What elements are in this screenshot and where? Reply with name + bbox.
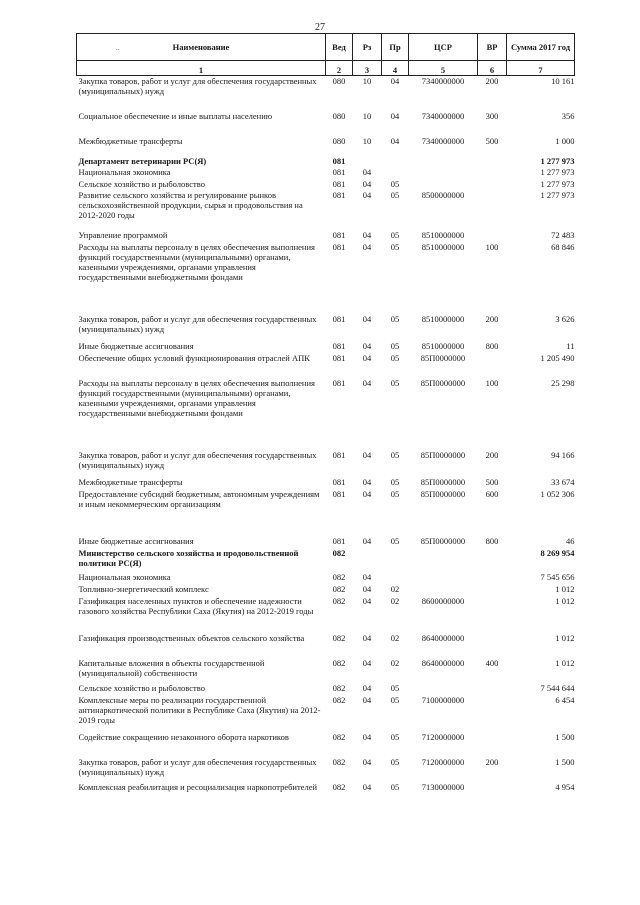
- scan-mark: ..: [116, 44, 120, 52]
- row-csr: 7120000000: [421, 731, 465, 742]
- table-row: [77, 111, 575, 136]
- row-pr: 05: [390, 449, 400, 460]
- row-vr: 800: [485, 340, 499, 351]
- row-pr: 05: [390, 229, 400, 240]
- row-vr: [478, 230, 507, 242]
- row-ved: 081: [332, 229, 346, 240]
- row-sum: 1 012: [555, 657, 575, 668]
- row-sum: 1 500: [555, 756, 575, 767]
- row-name: Закупка товаров, работ и услуг для обеспечения государственных (муниципальных) нужд: [78, 449, 317, 470]
- header-pr: Пр: [382, 34, 409, 61]
- row-vr: 200: [485, 449, 499, 460]
- row-pr: 05: [390, 313, 400, 324]
- row-sum: 1 205 490: [540, 352, 575, 363]
- row-pr: [382, 548, 409, 572]
- row-vr: [478, 596, 507, 633]
- row-ved: 081: [332, 476, 346, 487]
- row-rz: 04: [362, 352, 372, 363]
- header-sum: Сумма 2017 год: [507, 34, 575, 61]
- table-row: [77, 572, 575, 584]
- row-rz: 04: [362, 781, 372, 792]
- row-rz: 10: [362, 110, 372, 121]
- row-csr: 8510000000: [421, 241, 465, 252]
- row-sum: 46: [566, 535, 575, 546]
- row-pr: 05: [390, 731, 400, 742]
- header-ved: Вед: [326, 34, 353, 61]
- row-vr: [478, 167, 507, 179]
- row-csr: 7120000000: [421, 756, 465, 767]
- row-rz: 04: [362, 340, 372, 351]
- row-vr: [478, 572, 507, 584]
- table-row: [77, 695, 575, 732]
- row-rz: 04: [362, 476, 372, 487]
- row-pr: 05: [390, 476, 400, 487]
- row-rz: [353, 548, 382, 572]
- row-pr: 05: [390, 189, 400, 200]
- row-csr: 7100000000: [421, 694, 465, 705]
- table-row: [77, 314, 575, 341]
- row-ved: 082: [332, 781, 346, 792]
- row-csr: [409, 584, 478, 596]
- table-row: [77, 156, 575, 167]
- row-csr: 85П0000000: [420, 449, 466, 460]
- row-csr: 7340000000: [421, 110, 465, 121]
- row-ved: 081: [332, 340, 346, 351]
- row-rz: 04: [362, 535, 372, 546]
- row-pr: 05: [390, 682, 400, 693]
- row-sum: 1 277 973: [540, 178, 575, 189]
- row-vr: 200: [485, 313, 499, 324]
- row-csr: [409, 167, 478, 179]
- row-ved: 082: [332, 571, 346, 582]
- table-row: [77, 548, 575, 572]
- row-name: Комплексные меры по реализации государственной антинаркотической политики в Республике Саха (Якутия) на 2012-2019 годы: [78, 694, 321, 725]
- row-name: Предоставление субсидий бюджетным, автономным учреждениям и иным некоммерческим организациям: [78, 488, 320, 509]
- row-ved: 082: [332, 682, 346, 693]
- row-pr: 02: [390, 583, 400, 594]
- row-csr: [409, 179, 478, 190]
- table-row: [77, 450, 575, 477]
- row-vr: [478, 156, 507, 167]
- table-row: [77, 658, 575, 683]
- row-sum: 1 052 306: [540, 488, 575, 499]
- row-rz: 04: [362, 694, 372, 705]
- row-name: Социальное обеспечение и иные выплаты населению: [78, 110, 273, 121]
- row-rz: 10: [362, 76, 372, 86]
- table-body: [77, 76, 575, 802]
- row-name: Расходы на выплаты персоналу в целях обеспечения выполнения функций государственными (муниципальными) органами, казенными учреждениями, органами управления государственными внебюджетными фондами: [78, 241, 315, 283]
- row-name: Департамент ветеринарии РС(Я): [78, 155, 207, 166]
- row-sum: 10 161: [551, 76, 575, 86]
- header-rz: Рз: [353, 34, 382, 61]
- row-rz: 04: [362, 166, 372, 177]
- row-ved: 082: [332, 694, 346, 705]
- table-row: [77, 757, 575, 782]
- row-sum: 1 500: [555, 731, 575, 742]
- table-row: [77, 341, 575, 353]
- table-row: [77, 230, 575, 242]
- header-csr: ЦСР: [409, 34, 478, 61]
- row-ved: 081: [332, 488, 346, 499]
- row-name: Межбюджетные трансферты: [78, 476, 183, 487]
- row-pr: 05: [390, 178, 400, 189]
- row-sum: 1 012: [555, 583, 575, 594]
- row-rz: 04: [362, 229, 372, 240]
- row-sum: 72 483: [551, 229, 575, 240]
- row-sum: 1 277 973: [540, 189, 575, 200]
- row-sum: 1 277 973: [540, 166, 575, 177]
- row-csr: 8510000000: [421, 313, 465, 324]
- row-csr: 8510000000: [421, 229, 465, 240]
- row-ved: 081: [332, 178, 346, 189]
- row-csr: 85П0000000: [420, 476, 466, 487]
- table-row: [77, 242, 575, 314]
- row-vr: 100: [485, 241, 499, 252]
- row-csr: 8510000000: [421, 340, 465, 351]
- row-name: Капитальные вложения в объекты государственной (муниципальной) собственности: [78, 657, 265, 678]
- row-vr: 200: [485, 76, 499, 86]
- row-csr: 7130000000: [421, 781, 465, 792]
- row-rz: 04: [362, 313, 372, 324]
- col-number-7: 7: [507, 61, 575, 76]
- row-sum: 11: [566, 340, 575, 351]
- row-name: Министерство сельского хозяйства и продовольственной политики РС(Я): [78, 547, 299, 568]
- row-rz: 10: [362, 135, 372, 146]
- row-pr: 05: [390, 352, 400, 363]
- row-vr: 800: [485, 535, 499, 546]
- row-csr: 8640000000: [421, 657, 465, 668]
- row-pr: 04: [390, 135, 400, 146]
- header-row: [77, 34, 575, 61]
- row-vr: [478, 190, 507, 230]
- row-vr: [478, 683, 507, 695]
- row-ved: 082: [332, 657, 346, 668]
- row-ved: 081: [332, 313, 346, 324]
- table-row: [77, 477, 575, 489]
- row-csr: 7340000000: [421, 76, 465, 86]
- row-vr: 200: [485, 756, 499, 767]
- row-name: Комплексная реабилитация и ресоциализация наркопотребителей: [78, 781, 318, 792]
- row-ved: 081: [332, 377, 346, 388]
- row-sum: 3 626: [555, 313, 575, 324]
- row-pr: [382, 572, 409, 584]
- row-pr: 02: [390, 595, 400, 606]
- row-sum: 1 277 973: [540, 155, 575, 166]
- table-row: [77, 353, 575, 378]
- row-csr: [409, 548, 478, 572]
- row-rz: 04: [362, 241, 372, 252]
- column-number-row: [77, 61, 575, 76]
- row-csr: [409, 572, 478, 584]
- row-rz: 04: [362, 178, 372, 189]
- row-vr: 500: [485, 476, 499, 487]
- row-csr: 7340000000: [421, 135, 465, 146]
- row-rz: 04: [362, 488, 372, 499]
- row-vr: 100: [485, 377, 499, 388]
- row-pr: 05: [390, 488, 400, 499]
- row-csr: 8500000000: [421, 189, 465, 200]
- row-name: Газификация населенных пунктов и обеспечение надежности газового хозяйства Республики Саха (Якутия) на 2012-2019 годы: [78, 595, 314, 616]
- row-name: Национальная экономика: [78, 166, 171, 177]
- row-ved: 082: [332, 632, 346, 643]
- row-name: Газификация производственных объектов сельского хозяйства: [78, 632, 305, 643]
- row-name: Иные бюджетные ассигнования: [78, 340, 194, 351]
- row-pr: 05: [390, 781, 400, 792]
- page-number: 27: [315, 22, 325, 33]
- col-number-2: 2: [326, 61, 353, 76]
- table-row: [77, 596, 575, 633]
- header-vr: ВР: [478, 34, 507, 61]
- table-row: [77, 190, 575, 230]
- row-rz: 04: [362, 756, 372, 767]
- row-name: Закупка товаров, работ и услуг для обеспечения государственных (муниципальных) нужд: [78, 313, 317, 334]
- table-row: [77, 633, 575, 658]
- col-number-6: 6: [478, 61, 507, 76]
- row-vr: 600: [485, 488, 499, 499]
- row-vr: [478, 179, 507, 190]
- row-csr: 85П0000000: [420, 352, 466, 363]
- row-csr: 8600000000: [421, 595, 465, 606]
- row-name: Развитие сельского хозяйства и регулирование рынков сельскохозяйственной продукции, сырья и продовольствия на 2012-2020 годы: [78, 189, 303, 220]
- row-vr: [478, 633, 507, 658]
- row-rz: 04: [362, 449, 372, 460]
- row-name: Иные бюджетные ассигнования: [78, 535, 194, 546]
- row-name: Национальная экономика: [78, 571, 171, 582]
- col-number-1: 1: [77, 61, 326, 76]
- table-row: [77, 683, 575, 695]
- row-pr: 05: [390, 756, 400, 767]
- col-number-5: 5: [409, 61, 478, 76]
- row-vr: [478, 353, 507, 378]
- row-sum: 6 454: [555, 694, 575, 705]
- row-ved: 081: [332, 535, 346, 546]
- table-row: [77, 584, 575, 596]
- row-csr: [409, 683, 478, 695]
- row-name: Расходы на выплаты персоналу в целях обеспечения выполнения функций государственными (муниципальными) органами, казенными учреждениями, органами управления государственными внебюджетными фондами: [78, 377, 315, 419]
- row-sum: 7 545 656: [540, 571, 575, 582]
- row-ved: 082: [332, 731, 346, 742]
- row-rz: 04: [362, 583, 372, 594]
- row-pr: [382, 156, 409, 167]
- row-ved: 082: [332, 547, 346, 558]
- table-row: [77, 732, 575, 757]
- row-name: Содействие сокращению незаконного оборота наркотиков: [78, 731, 289, 742]
- row-ved: 082: [332, 583, 346, 594]
- row-vr: 400: [485, 657, 499, 668]
- row-name: Межбюджетные трансферты: [78, 135, 183, 146]
- table-row: [77, 136, 575, 156]
- row-ved: 081: [332, 155, 346, 166]
- row-sum: 33 674: [551, 476, 575, 487]
- row-ved: 082: [332, 595, 346, 606]
- row-csr: [409, 156, 478, 167]
- row-ved: 080: [332, 110, 346, 121]
- row-rz: 04: [362, 571, 372, 582]
- row-vr: 300: [485, 110, 499, 121]
- row-ved: 081: [332, 189, 346, 200]
- row-vr: 500: [485, 135, 499, 146]
- row-pr: 05: [390, 241, 400, 252]
- row-rz: 04: [362, 632, 372, 643]
- row-vr: [478, 548, 507, 572]
- row-pr: 05: [390, 377, 400, 388]
- row-name: Сельское хозяйство и рыболовство: [78, 682, 205, 693]
- row-csr: 85П0000000: [420, 488, 466, 499]
- row-ved: 081: [332, 166, 346, 177]
- row-rz: 04: [362, 595, 372, 606]
- row-vr: [478, 695, 507, 732]
- row-sum: 4 954: [555, 781, 575, 792]
- row-rz: 04: [362, 657, 372, 668]
- table-row: [77, 167, 575, 179]
- table-row: [77, 489, 575, 536]
- row-pr: 05: [390, 535, 400, 546]
- row-csr: 8640000000: [421, 632, 465, 643]
- row-rz: 04: [362, 731, 372, 742]
- row-pr: 05: [390, 340, 400, 351]
- row-ved: 081: [332, 352, 346, 363]
- row-pr: 04: [390, 110, 400, 121]
- table-row: [77, 536, 575, 548]
- row-rz: 04: [362, 377, 372, 388]
- header-name: Наименование: [77, 34, 326, 61]
- row-vr: [478, 732, 507, 757]
- row-sum: 25 298: [551, 377, 575, 388]
- row-sum: 1 012: [555, 595, 575, 606]
- row-name: Обеспечение общих условий функционирования отраслей АПК: [78, 352, 310, 363]
- table-row: [77, 179, 575, 190]
- row-sum: 1 000: [555, 135, 575, 146]
- row-csr: 85П0000000: [420, 377, 466, 388]
- row-rz: 04: [362, 189, 372, 200]
- row-pr: 05: [390, 694, 400, 705]
- row-sum: 1 012: [555, 632, 575, 643]
- row-sum: 8 269 954: [540, 547, 575, 558]
- budget-table: [76, 33, 575, 802]
- table-row: [77, 378, 575, 450]
- row-name: Закупка товаров, работ и услуг для обеспечения государственных (муниципальных) нужд: [78, 76, 317, 97]
- row-pr: 02: [390, 632, 400, 643]
- col-number-4: 4: [382, 61, 409, 76]
- table-row: [77, 76, 575, 111]
- row-name: Сельское хозяйство и рыболовство: [78, 178, 205, 189]
- row-name: Управление программой: [78, 229, 168, 240]
- row-name: Топливно-энергетический комплекс: [78, 583, 209, 594]
- row-rz: 04: [362, 682, 372, 693]
- row-vr: [478, 782, 507, 802]
- row-name: Закупка товаров, работ и услуг для обеспечения государственных (муниципальных) нужд: [78, 756, 317, 777]
- row-csr: 85П0000000: [420, 535, 466, 546]
- row-ved: 081: [332, 449, 346, 460]
- row-vr: [478, 584, 507, 596]
- row-ved: 081: [332, 241, 346, 252]
- col-number-3: 3: [353, 61, 382, 76]
- row-sum: 7 544 644: [540, 682, 575, 693]
- row-sum: 94 166: [551, 449, 575, 460]
- row-pr: [382, 167, 409, 179]
- table-row: [77, 782, 575, 802]
- row-pr: 04: [390, 76, 400, 86]
- row-pr: 02: [390, 657, 400, 668]
- row-ved: 082: [332, 756, 346, 767]
- row-ved: 080: [332, 76, 346, 86]
- row-ved: 080: [332, 135, 346, 146]
- row-sum: 68 846: [551, 241, 575, 252]
- row-sum: 356: [561, 110, 575, 121]
- row-rz: [353, 156, 382, 167]
